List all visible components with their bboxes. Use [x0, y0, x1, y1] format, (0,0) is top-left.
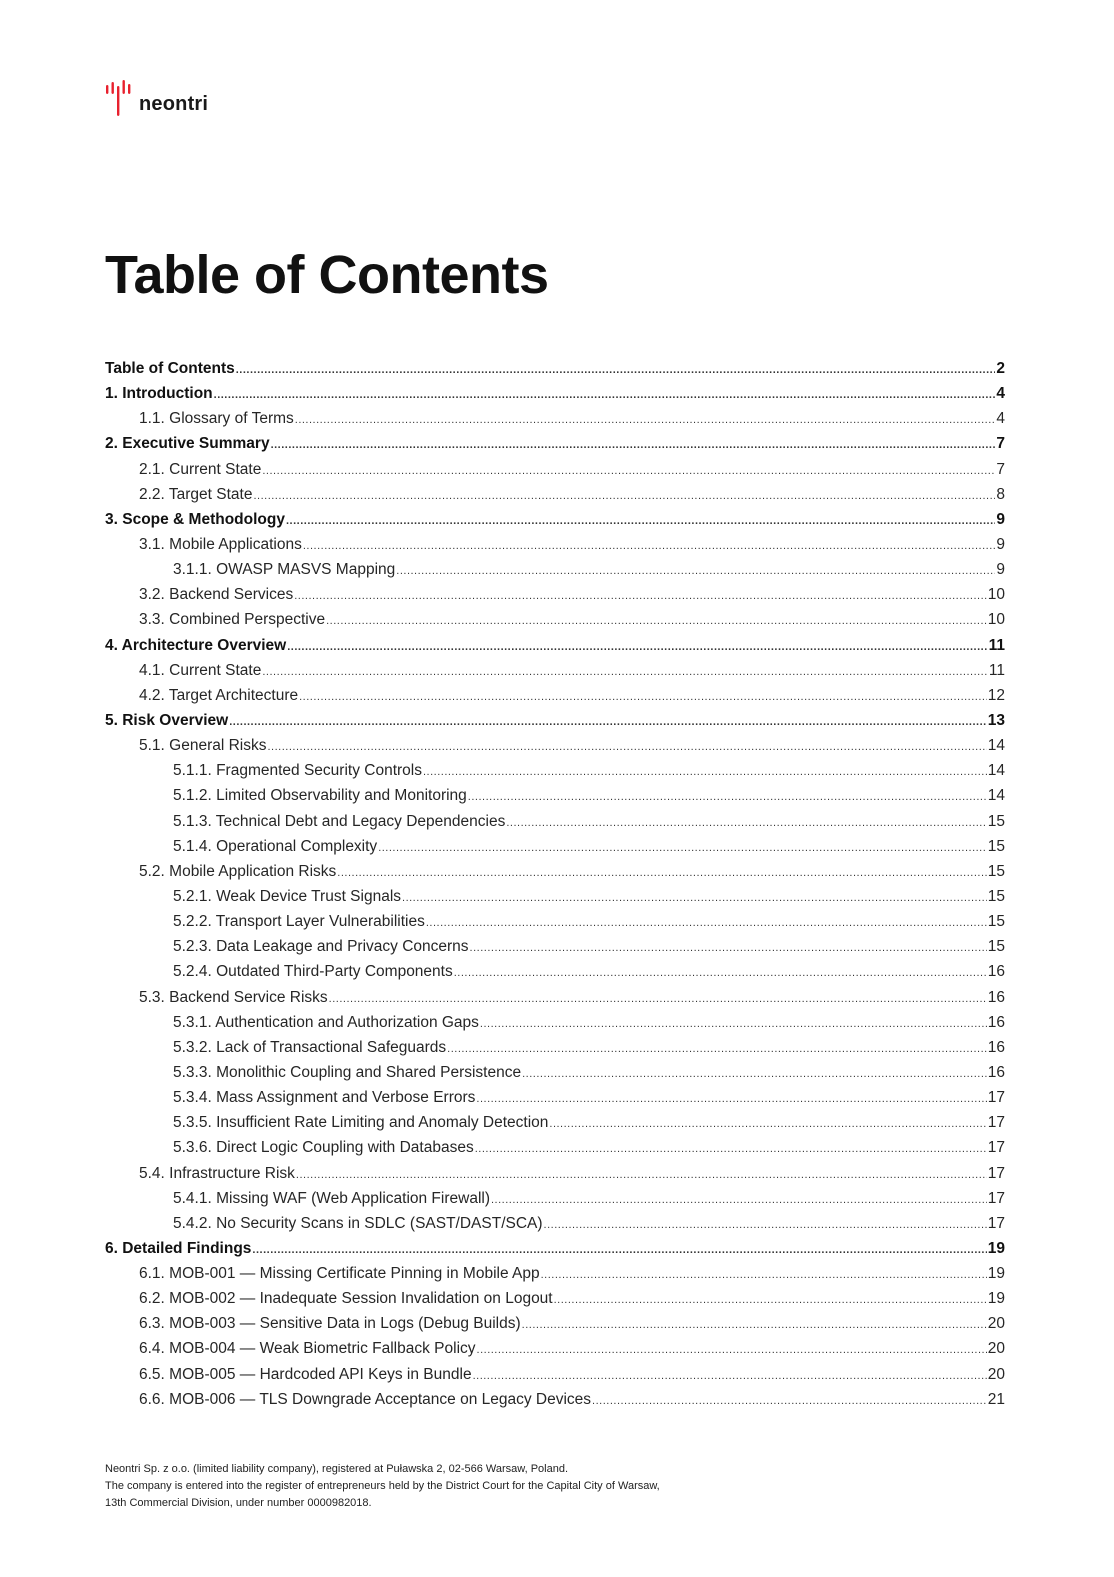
- toc-entry-label: 4. Architecture Overview: [105, 636, 287, 654]
- toc-entry-label: 5.1.4. Operational Complexity: [173, 837, 378, 855]
- toc-dot-leader: [506, 811, 986, 834]
- toc-entry-label: 6.2. MOB-002 — Inadequate Session Invalidation on Logout: [139, 1290, 553, 1308]
- toc-entry-page-number: 15: [987, 938, 1005, 956]
- toc-entry[interactable]: [105, 457, 1005, 482]
- toc-entry[interactable]: [105, 985, 1005, 1010]
- toc-entry[interactable]: [105, 1311, 1005, 1336]
- toc-entry-label: Table of Contents: [105, 360, 235, 377]
- toc-entry-label: 3.1.1. OWASP MASVS Mapping: [173, 561, 396, 579]
- footer-line-registration: Neontri Sp. z o.o. (limited liability company), registered at Puławska 2, 02-566 Warsaw, Poland.: [105, 1463, 569, 1475]
- toc-entry[interactable]: [105, 683, 1005, 708]
- toc-entry-page-number: 12: [987, 686, 1005, 704]
- toc-dot-leader: [473, 1364, 987, 1387]
- toc-dot-leader: [396, 559, 995, 582]
- toc-entry-label: 1. Introduction: [105, 385, 213, 403]
- toc-entry-label: 6. Detailed Findings: [105, 1239, 252, 1257]
- toc-entry-label: 5.1. General Risks: [139, 737, 267, 755]
- toc-entry-page-number: 11: [988, 661, 1005, 679]
- toc-entry-page-number: 17: [987, 1214, 1005, 1232]
- toc-dot-leader: [378, 836, 987, 859]
- toc-entry-page-number: 17: [987, 1139, 1005, 1157]
- toc-entry-label: 1.1. Glossary of Terms: [139, 410, 294, 428]
- toc-dot-leader: [454, 961, 987, 984]
- toc-entry-label: 5.1.2. Limited Observability and Monitoring: [173, 787, 467, 805]
- toc-entry-page-number: 17: [987, 1089, 1005, 1107]
- toc-entry-label: 5.4. Infrastructure Risk: [139, 1164, 295, 1182]
- toc-entry[interactable]: [105, 708, 1005, 733]
- toc-dot-leader: [491, 1188, 987, 1211]
- toc-entry-label: 5.2.1. Weak Device Trust Signals: [173, 887, 402, 905]
- toc-entry-page-number: 14: [987, 737, 1005, 755]
- toc-dot-leader: [271, 433, 996, 456]
- toc-entry[interactable]: [105, 1010, 1005, 1035]
- toc-entry-page-number: 16: [987, 1063, 1005, 1081]
- toc-entry-label: 5.4.2. No Security Scans in SDLC (SAST/DAST/SCA): [173, 1214, 543, 1232]
- toc-entry-label: 5. Risk Overview: [105, 711, 229, 729]
- toc-entry[interactable]: [105, 1060, 1005, 1085]
- toc-dot-leader: [423, 760, 987, 783]
- toc-entry-page-number: 15: [987, 887, 1005, 905]
- toc-entry-page-number: 7: [996, 460, 1005, 478]
- toc-entry-page-number: 8: [996, 485, 1005, 503]
- toc-dot-leader: [426, 911, 987, 934]
- toc-dot-leader: [262, 660, 988, 683]
- footer-line-court: The company is entered into the register of entrepreneurs held by the District Court for the Capital City of Warsaw,: [105, 1480, 660, 1492]
- toc-entry-page-number: 15: [987, 862, 1005, 880]
- toc-entry-page-number: 20: [987, 1365, 1005, 1383]
- toc-entry[interactable]: [105, 809, 1005, 834]
- toc-entry[interactable]: [105, 557, 1005, 582]
- toc-entry[interactable]: [105, 482, 1005, 507]
- toc-entry-label: 5.3.3. Monolithic Coupling and Shared Persistence: [173, 1063, 522, 1081]
- toc-dot-leader: [475, 1137, 987, 1160]
- toc-entry-label: 5.2. Mobile Application Risks: [139, 862, 337, 880]
- toc-entry[interactable]: [105, 834, 1005, 859]
- toc-entry[interactable]: [105, 532, 1005, 557]
- toc-entry-label: 2. Executive Summary: [105, 435, 270, 453]
- toc-dot-leader: [402, 886, 987, 909]
- toc-entry-page-number: 13: [987, 711, 1005, 729]
- toc-dot-leader: [295, 408, 996, 431]
- toc-entry-page-number: 17: [987, 1114, 1005, 1132]
- toc-entry-label: 5.3.4. Mass Assignment and Verbose Errors: [173, 1089, 476, 1107]
- toc-dot-leader: [476, 1087, 986, 1110]
- toc-dot-leader: [229, 710, 987, 733]
- toc-entry-page-number: 15: [987, 812, 1005, 830]
- toc-entry-label: 6.4. MOB-004 — Weak Biometric Fallback Policy: [139, 1340, 476, 1358]
- toc-entry[interactable]: [105, 1286, 1005, 1311]
- neontri-logo: [105, 78, 208, 118]
- toc-entry-page-number: 15: [987, 913, 1005, 931]
- toc-dot-leader: [480, 1012, 987, 1035]
- toc-entry-label: 2.2. Target State: [139, 485, 253, 503]
- toc-entry-page-number: 17: [987, 1164, 1005, 1182]
- toc-dot-leader: [592, 1389, 987, 1412]
- toc-entry[interactable]: [105, 1211, 1005, 1236]
- toc-entry-label: 4.2. Target Architecture: [139, 686, 299, 704]
- toc-entry[interactable]: [105, 582, 1005, 607]
- toc-entry-page-number: 16: [987, 1038, 1005, 1056]
- toc-entry[interactable]: [105, 1085, 1005, 1110]
- toc-entry-label: 5.3.5. Insufficient Rate Limiting and Anomaly Detection: [173, 1114, 549, 1132]
- toc-entry-page-number: 9: [996, 535, 1005, 553]
- toc-entry[interactable]: [105, 909, 1005, 934]
- toc-entry-label: 3. Scope & Methodology: [105, 510, 285, 528]
- toc-entry-label: 3.2. Backend Services: [139, 586, 294, 604]
- toc-dot-leader: [296, 1163, 987, 1186]
- toc-entry[interactable]: [105, 406, 1005, 431]
- toc-entry[interactable]: [105, 1387, 1005, 1412]
- toc-dot-leader: [470, 936, 987, 959]
- toc-entry-label: 5.3.6. Direct Logic Coupling with Databases: [173, 1139, 474, 1157]
- toc-entry-page-number: 14: [987, 762, 1005, 780]
- toc-entry-page-number: 20: [987, 1340, 1005, 1358]
- toc-dot-leader: [252, 1238, 986, 1261]
- toc-entry-page-number: 14: [987, 787, 1005, 805]
- toc-entry-label: 6.5. MOB-005 — Hardcoded API Keys in Bundle: [139, 1365, 472, 1383]
- toc-dot-leader: [541, 1263, 987, 1286]
- toc-entry-page-number: 2: [996, 360, 1005, 377]
- toc-entry-label: 5.2.4. Outdated Third-Party Components: [173, 963, 453, 981]
- toc-entry-page-number: 16: [987, 963, 1005, 981]
- toc-entry[interactable]: [105, 1161, 1005, 1186]
- toc-dot-leader: [326, 609, 987, 632]
- toc-entry-label: 5.4.1. Missing WAF (Web Application Firewall): [173, 1189, 490, 1207]
- toc-dot-leader: [294, 584, 987, 607]
- toc-dot-leader: [299, 685, 987, 708]
- toc-entry-label: 5.1.3. Technical Debt and Legacy Dependencies: [173, 812, 506, 830]
- toc-dot-leader: [468, 785, 987, 808]
- toc-dot-leader: [549, 1112, 986, 1135]
- toc-entry-page-number: 20: [987, 1315, 1005, 1333]
- toc-entry[interactable]: [105, 1362, 1005, 1387]
- toc-dot-leader: [554, 1288, 987, 1311]
- toc-entry-page-number: 10: [987, 586, 1005, 604]
- toc-entry[interactable]: [105, 356, 1005, 381]
- toc-entry[interactable]: [105, 633, 1005, 658]
- toc-entry[interactable]: [105, 507, 1005, 532]
- toc-entry[interactable]: [105, 884, 1005, 909]
- toc-entry-label: 5.3.1. Authentication and Authorization Gaps: [173, 1013, 479, 1031]
- toc-entry-label: 5.3.2. Lack of Transactional Safeguards: [173, 1038, 447, 1056]
- toc-entry[interactable]: [105, 1110, 1005, 1135]
- toc-dot-leader: [214, 383, 996, 406]
- toc-entry[interactable]: [105, 1261, 1005, 1286]
- toc-entry-page-number: 16: [987, 988, 1005, 1006]
- toc-entry-page-number: 15: [987, 837, 1005, 855]
- toc-dot-leader: [268, 735, 987, 758]
- toc-entry[interactable]: [105, 1236, 1005, 1261]
- page-title: Table of Contents: [105, 245, 549, 305]
- toc-entry-page-number: 19: [987, 1239, 1005, 1257]
- toc-entry[interactable]: [105, 733, 1005, 758]
- toc-dot-leader: [262, 459, 995, 482]
- toc-entry[interactable]: [105, 1135, 1005, 1160]
- logo-mark-icon: [105, 78, 137, 118]
- toc-dot-leader: [329, 987, 987, 1010]
- toc-entry-page-number: 19: [987, 1290, 1005, 1308]
- toc-entry-label: 6.3. MOB-003 — Sensitive Data in Logs (Debug Builds): [139, 1315, 521, 1333]
- toc-entry[interactable]: [105, 658, 1005, 683]
- toc-entry-page-number: 4: [996, 385, 1005, 403]
- company-footer: [105, 1461, 865, 1512]
- toc-entry[interactable]: [105, 1035, 1005, 1060]
- logo-wordmark: neontri: [139, 93, 209, 115]
- toc-dot-leader: [544, 1213, 987, 1236]
- toc-entry-page-number: 21: [987, 1390, 1005, 1408]
- toc-entry[interactable]: [105, 959, 1005, 984]
- toc-entry-label: 5.2.3. Data Leakage and Privacy Concerns: [173, 938, 469, 956]
- toc-entry[interactable]: [105, 1186, 1005, 1211]
- toc-dot-leader: [522, 1062, 987, 1085]
- toc-entry[interactable]: [105, 783, 1005, 808]
- toc-entry-page-number: 9: [996, 510, 1005, 528]
- toc-entry[interactable]: [105, 758, 1005, 783]
- toc-entry-page-number: 16: [987, 1013, 1005, 1031]
- toc-entry[interactable]: [105, 607, 1005, 632]
- toc-entry-page-number: 17: [987, 1189, 1005, 1207]
- toc-dot-leader: [286, 509, 995, 532]
- toc-entry-label: 5.3. Backend Service Risks: [139, 988, 328, 1006]
- toc-entry-label: 5.2.2. Transport Layer Vulnerabilities: [173, 913, 425, 931]
- toc-dot-leader: [236, 358, 996, 381]
- toc-entry-label: 5.1.1. Fragmented Security Controls: [173, 762, 422, 780]
- toc-entry-page-number: 4: [996, 410, 1005, 428]
- toc-dot-leader: [303, 534, 996, 557]
- toc-entry-label: 6.6. MOB-006 — TLS Downgrade Acceptance on Legacy Devices: [139, 1390, 592, 1408]
- toc-dot-leader: [522, 1313, 987, 1336]
- toc-entry[interactable]: [105, 934, 1005, 959]
- toc-dot-leader: [337, 861, 986, 884]
- toc-entry-page-number: 19: [987, 1265, 1005, 1283]
- toc-entry[interactable]: [105, 431, 1005, 456]
- toc-entry-label: 3.3. Combined Perspective: [139, 611, 326, 629]
- toc-entry-label: 4.1. Current State: [139, 661, 262, 679]
- toc-entry[interactable]: [105, 859, 1005, 884]
- toc-entry-page-number: 10: [987, 611, 1005, 629]
- toc-entry-label: 2.1. Current State: [139, 460, 262, 478]
- toc-entry-page-number: 9: [996, 561, 1005, 579]
- toc-entry[interactable]: [105, 1336, 1005, 1361]
- table-of-contents: [105, 356, 1005, 1412]
- toc-dot-leader: [287, 635, 987, 658]
- footer-line-number: 13th Commercial Division, under number 0000982018.: [105, 1497, 372, 1509]
- toc-entry-label: 3.1. Mobile Applications: [139, 535, 302, 553]
- toc-dot-leader: [253, 484, 995, 507]
- toc-dot-leader: [447, 1037, 987, 1060]
- toc-entry-page-number: 11: [988, 636, 1005, 654]
- toc-dot-leader: [477, 1338, 987, 1361]
- toc-entry-label: 6.1. MOB-001 — Missing Certificate Pinning in Mobile App: [139, 1265, 540, 1283]
- toc-entry[interactable]: [105, 381, 1005, 406]
- toc-entry-page-number: 7: [996, 435, 1005, 453]
